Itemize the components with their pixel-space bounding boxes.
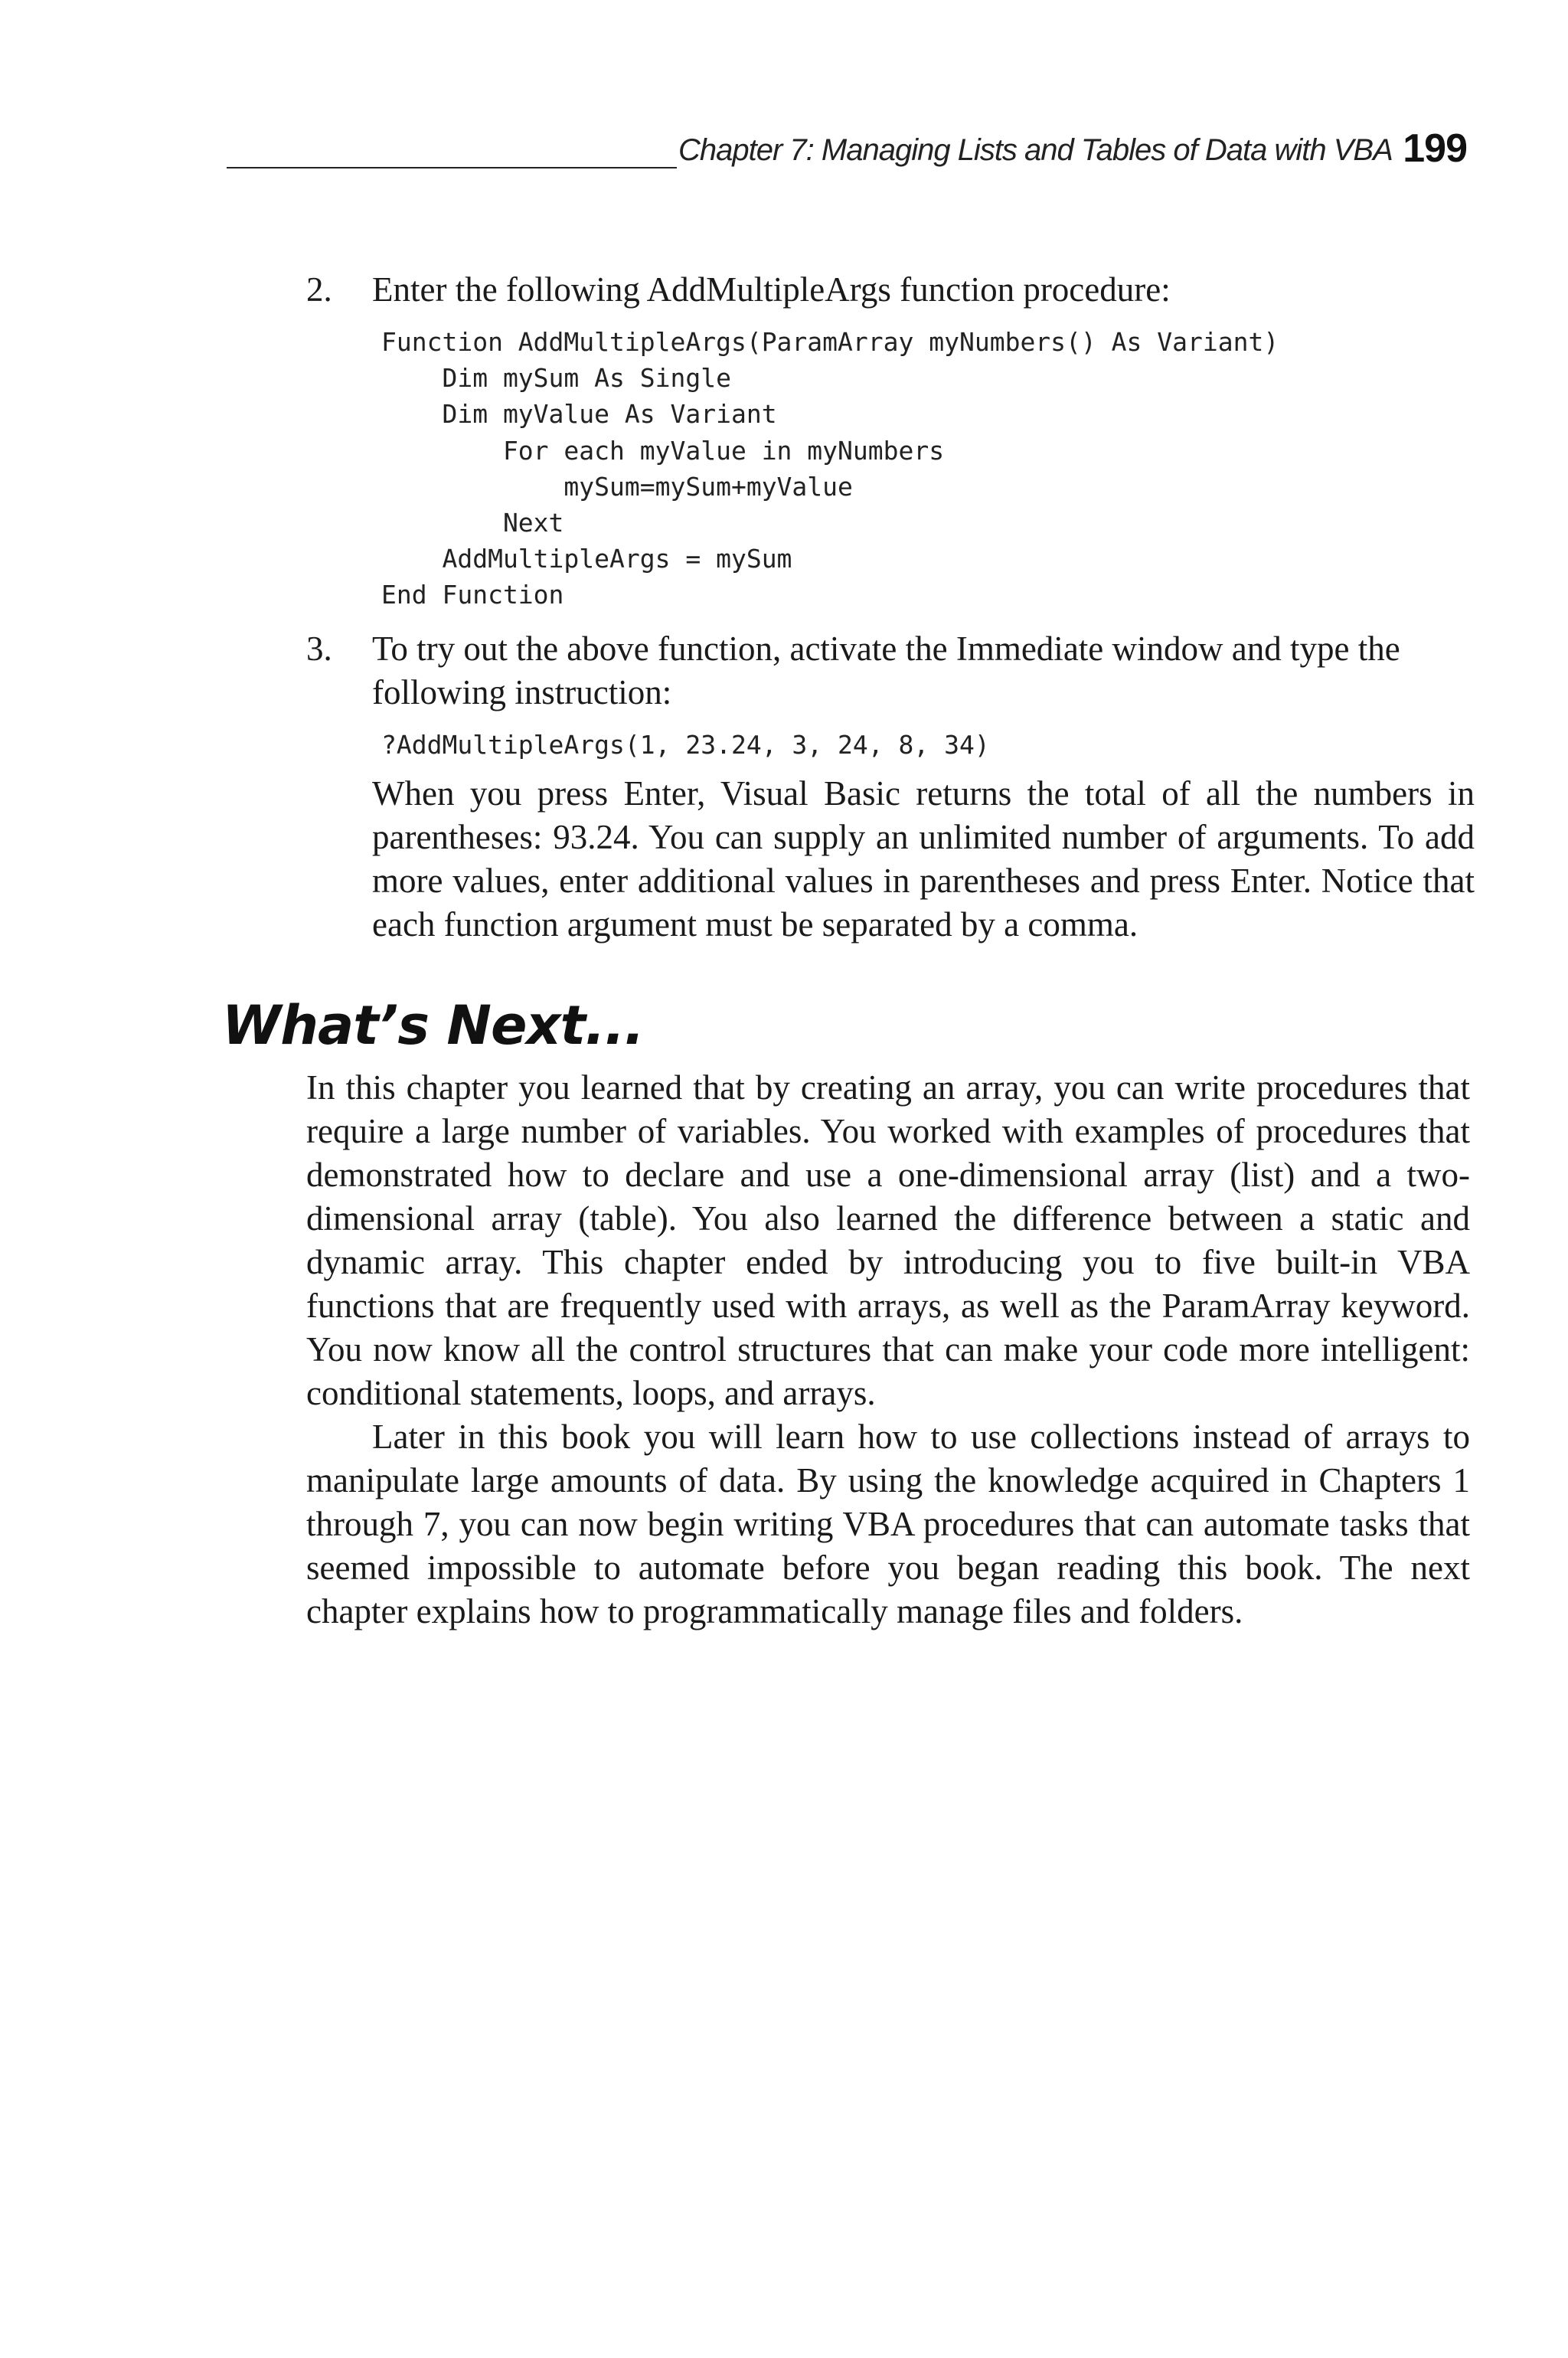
page-number: 199 xyxy=(1403,126,1467,171)
step-number: 3. xyxy=(306,629,332,668)
chapter-title: Chapter 7: Managing Lists and Tables of Data with VBA xyxy=(678,133,1393,167)
section-heading: What’s Next... xyxy=(222,993,644,1057)
page-content xyxy=(0,268,1568,1634)
running-header xyxy=(227,123,1467,176)
step-2 xyxy=(306,268,1470,613)
step-body xyxy=(372,627,1475,947)
code-listing: Function AddMultipleArgs(ParamArray myNumbers() As Variant) Dim mySum As Single Dim myValue As Variant For each myValue in myNumbers mySum=mySum+myValue Next AddMultipleArgs = mySum End Function xyxy=(381,327,1279,610)
code-listing: ?AddMultipleArgs(1, 23.24, 3, 24, 8, 34) xyxy=(381,729,990,760)
step-text: Enter the following AddMultipleArgs function procedure: xyxy=(372,270,1171,309)
section-paragraph: In this chapter you learned that by creating an array, you can write procedures that require a large number of variables. You worked with examples of procedures that demonstrated how to declare and use a one-dimensional array (list) and a two-dimensional array (table). You also learned the difference between a static and dynamic array. This chapter ended by introducing you to five built-in VBA functions that are frequently used with arrays, as well as the ParamArray keyword. You now know all the control structures that can make your code more intelligent: conditional statements, loops, and arrays. xyxy=(306,1068,1470,1412)
header-rule xyxy=(227,167,677,168)
step-3 xyxy=(306,627,1475,947)
step-text: To try out the above function, activate the Immediate window and type the following instruction: xyxy=(372,629,1400,711)
step-explanation: When you press Enter, Visual Basic returns the total of all the numbers in parentheses: 93.24. You can supply an unlimited number of arguments. To add more values, enter additional values in parentheses and press Enter. Notice that each function argument must be separated by a comma. xyxy=(372,773,1475,944)
step-body xyxy=(372,268,1470,613)
section-paragraph: Later in this book you will learn how to use collections instead of arrays to manipulate large amounts of data. By using the knowledge acquired in Chapters 1 through 7, you can now begin writing VBA procedures that can automate tasks that seemed impossible to automate before you began reading this book. The next chapter explains how to programmatically manage files and folders. xyxy=(306,1417,1470,1630)
step-number: 2. xyxy=(306,270,332,309)
